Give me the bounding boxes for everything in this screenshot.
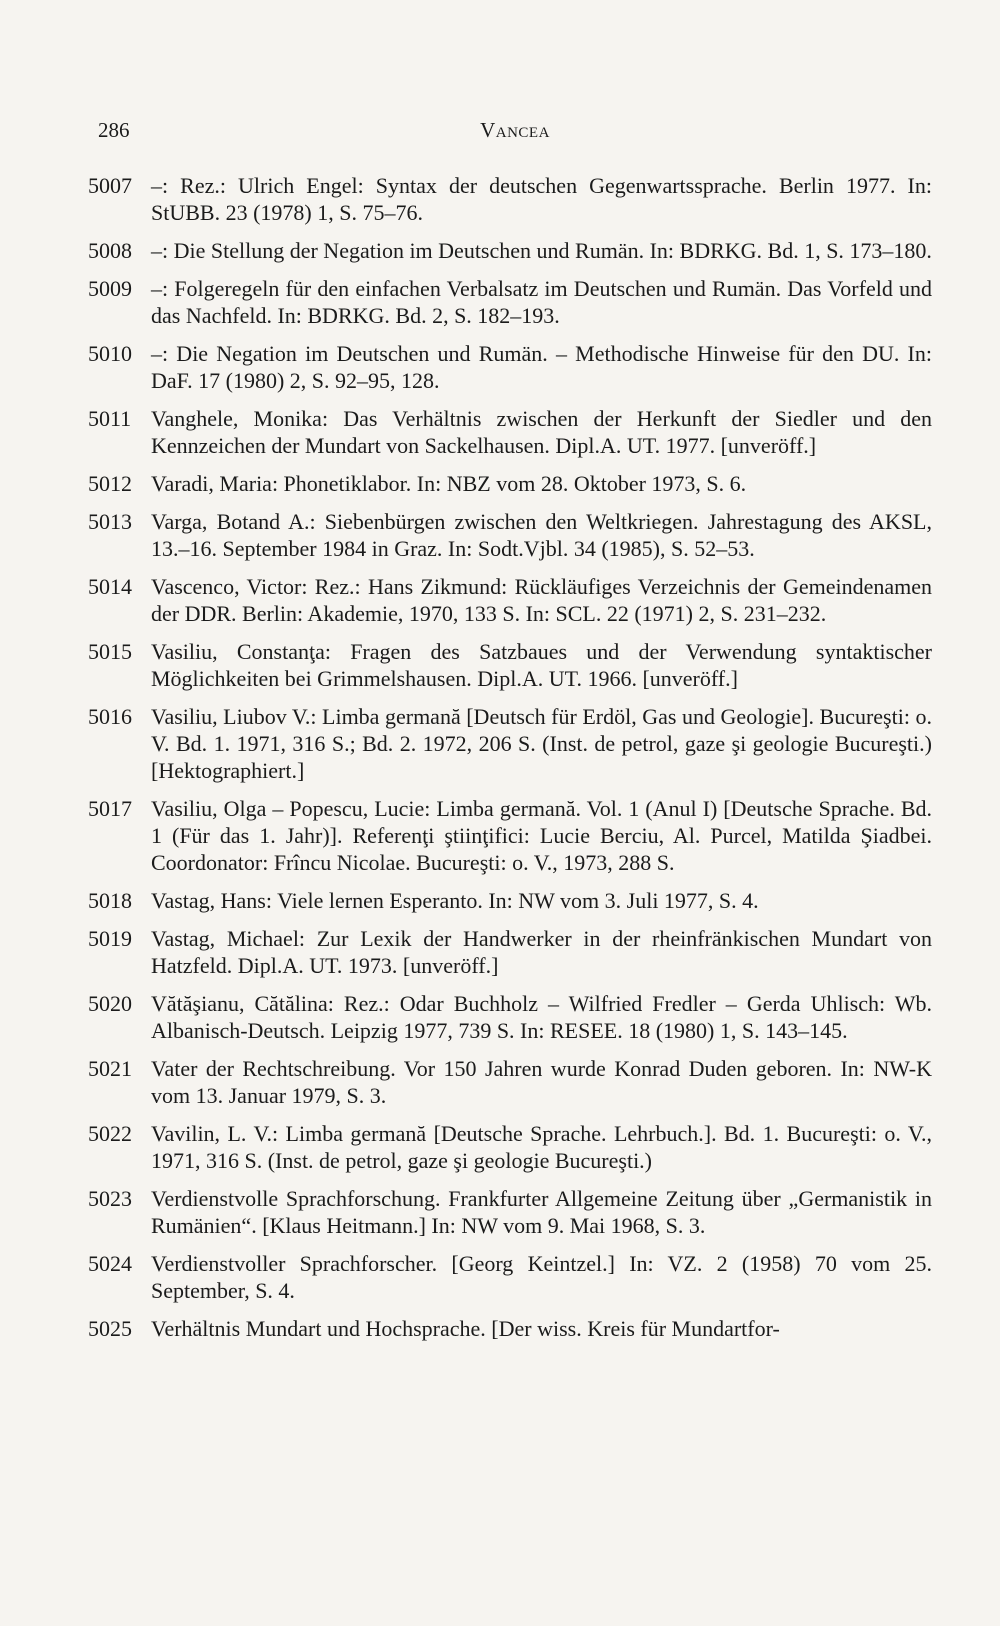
entry-number: 5020 xyxy=(88,991,132,1016)
entry-text: Verdienstvolle Sprachforschung. Frankfurter Allgemeine Zeitung über „Germanistik in Rumänien“. [Klaus Heitmann.] In: NW vom 9. Mai 1968, S. 3. xyxy=(151,1186,932,1238)
entry-text: Vater der Rechtschreibung. Vor 150 Jahren wurde Konrad Duden geboren. In: NW-K vom 13. Januar 1979, S. 3. xyxy=(151,1056,932,1108)
bibliography-entry xyxy=(88,573,932,627)
entry-number: 5015 xyxy=(88,639,132,664)
bibliography-entry xyxy=(88,1250,932,1304)
entry-text: Varadi, Maria: Phonetiklabor. In: NBZ vom 28. Oktober 1973, S. 6. xyxy=(151,471,747,496)
entry-text: Vătăşianu, Cătălina: Rez.: Odar Buchholz – Wilfried Fredler – Gerda Uhlisch: Wb. Albanisch-Deutsch. Leipzig 1977, 739 S. In: RESEE. 18 (1980) 1, S. 143–145. xyxy=(151,991,932,1043)
bibliography-entry xyxy=(88,340,932,394)
entry-text: Vasiliu, Olga – Popescu, Lucie: Limba germană. Vol. 1 (Anul I) [Deutsche Sprache. Bd. 1 (Für das 1. Jahr)]. Referenţi ştiinţifici: Lucie Berciu, Al. Purcel, Matilda Şiadbei. Coordonator: Frîncu Nicolae. Bucureşti: o. V., 1973, 288 S. xyxy=(151,796,932,875)
entry-number: 5007 xyxy=(88,173,132,198)
running-head: Vancea xyxy=(480,118,550,142)
entry-number: 5014 xyxy=(88,574,132,599)
bibliography-entry xyxy=(88,795,932,876)
bibliography-entry xyxy=(88,925,932,979)
entry-number: 5017 xyxy=(88,796,132,821)
entry-text: Vascenco, Victor: Rez.: Hans Zikmund: Rückläufiges Verzeichnis der Gemeindenamen der DDR. Berlin: Akademie, 1970, 133 S. In: SCL. 22 (1971) 2, S. 231–232. xyxy=(151,574,932,626)
bibliography-entry xyxy=(88,703,932,784)
bibliography-entry xyxy=(88,1120,932,1174)
entry-number: 5016 xyxy=(88,704,132,729)
bibliography-entry xyxy=(88,470,932,497)
bibliography-entry xyxy=(88,275,932,329)
entry-number: 5025 xyxy=(88,1316,132,1341)
bibliography-entry xyxy=(88,172,932,226)
entry-text: –: Die Negation im Deutschen und Rumän. – Methodische Hinweise für den DU. In: DaF. 17 (1980) 2, S. 92–95, 128. xyxy=(151,341,932,393)
entry-text: Vasiliu, Liubov V.: Limba germană [Deutsch für Erdöl, Gas und Geologie]. Bucureşti: o. V. Bd. 1. 1971, 316 S.; Bd. 2. 1972, 206 S. (Inst. de petrol, gaze şi geologie Bucureşti.) [Hektographiert.] xyxy=(151,704,932,783)
bibliography-list xyxy=(88,172,932,1353)
entry-number: 5024 xyxy=(88,1251,132,1276)
entry-number: 5013 xyxy=(88,509,132,534)
entry-text: Varga, Botand A.: Siebenbürgen zwischen den Weltkriegen. Jahrestagung des AKSL, 13.–16. September 1984 in Graz. In: Sodt.Vjbl. 34 (1985), S. 52–53. xyxy=(151,509,932,561)
bibliography-entry xyxy=(88,1055,932,1109)
entry-number: 5018 xyxy=(88,888,132,913)
page-number: 286 xyxy=(98,118,130,142)
entry-number: 5011 xyxy=(88,406,132,431)
entry-number: 5009 xyxy=(88,276,132,301)
page-header xyxy=(98,118,932,150)
bibliography-entry xyxy=(88,405,932,459)
entry-text: –: Folgeregeln für den einfachen Verbalsatz im Deutschen und Rumän. Das Vorfeld und das Nachfeld. In: BDRKG. Bd. 2, S. 182–193. xyxy=(151,276,932,328)
bibliography-entry xyxy=(88,237,932,264)
entry-text: Verdienstvoller Sprachforscher. [Georg Keintzel.] In: VZ. 2 (1958) 70 vom 25. September, S. 4. xyxy=(151,1251,932,1303)
bibliography-entry xyxy=(88,990,932,1044)
entry-number: 5022 xyxy=(88,1121,132,1146)
entry-text: –: Rez.: Ulrich Engel: Syntax der deutschen Gegenwartssprache. Berlin 1977. In: StUBB. 23 (1978) 1, S. 75–76. xyxy=(151,173,932,225)
entry-text: Vasiliu, Constanţa: Fragen des Satzbaues und der Verwendung syntaktischer Möglichkeiten bei Grimmelshausen. Dipl.A. UT. 1966. [unveröff.] xyxy=(151,639,932,691)
bibliography-entry xyxy=(88,1185,932,1239)
entry-text: Vastag, Michael: Zur Lexik der Handwerker in der rheinfränkischen Mundart von Hatzfeld. Dipl.A. UT. 1973. [unveröff.] xyxy=(151,926,932,978)
bibliography-entry xyxy=(88,887,932,914)
entry-text: Vanghele, Monika: Das Verhältnis zwischen der Herkunft der Siedler und den Kennzeichen der Mundart von Sackelhausen. Dipl.A. UT. 1977. [unveröff.] xyxy=(151,406,932,458)
entry-text: –: Die Stellung der Negation im Deutschen und Rumän. In: BDRKG. Bd. 1, S. 173–180. xyxy=(151,238,932,263)
entry-text: Verhältnis Mundart und Hochsprache. [Der wiss. Kreis für Mundartfor- xyxy=(151,1316,780,1341)
bibliography-entry xyxy=(88,1315,932,1342)
entry-text: Vastag, Hans: Viele lernen Esperanto. In: NW vom 3. Juli 1977, S. 4. xyxy=(151,888,759,913)
entry-number: 5008 xyxy=(88,238,132,263)
bibliography-entry xyxy=(88,508,932,562)
entry-number: 5012 xyxy=(88,471,132,496)
entry-number: 5019 xyxy=(88,926,132,951)
entry-number: 5021 xyxy=(88,1056,132,1081)
entry-number: 5023 xyxy=(88,1186,132,1211)
entry-text: Vavilin, L. V.: Limba germană [Deutsche Sprache. Lehrbuch.]. Bd. 1. Bucureşti: o. V., 1971, 316 S. (Inst. de petrol, gaze şi geologie Bucureşti.) xyxy=(151,1121,932,1173)
bibliography-entry xyxy=(88,638,932,692)
entry-number: 5010 xyxy=(88,341,132,366)
